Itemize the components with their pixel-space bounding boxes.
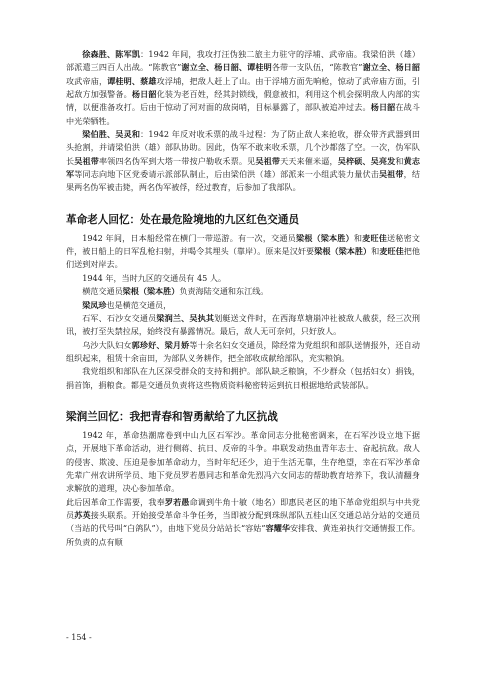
bold-name-run: 吴祖带 (255, 155, 281, 166)
paragraph-revolution-1942: 1942 年，革命热潮席卷到中山九区石军沙。革命同志分批秘密调来，在石军沙设立地下据点，开展地下革命活动，进行侧蒋、抗日、反帝的斗争。串联发动热血青年志士、奋起抗敌。敌人的侵害、欺凌、压迫是参加革命动力，当时年纪还少，迫于生活无靠，生存绝望，幸在石军沙革命先辈广州农讲所学员、地下党员罗若愚同志和革命先烈冯六女同志的帮助教育培养下，我认清翻身求解放的道理，决心参加革命。 (66, 429, 420, 494)
text-run: 负责海陆交通和东江线。 (179, 286, 269, 297)
text-run: 接头联系。开始接受革命斗争任务，当即被分配到珠纵部队五桂山区交通总站分站的交通员（当站的代号叫“白鸽队”），由地下党员分站站长“容姑” (66, 509, 420, 534)
paragraph-wusha-women (66, 339, 420, 366)
section-heading-traffic-officers: 革命老人回忆：处在最危险境地的九区红色交通员 (66, 213, 300, 226)
text-run: 在战斗中光荣牺牲。 (66, 102, 420, 126)
text-run: 把他们送到对岸去。 (66, 246, 420, 270)
text-run: 命调到牛角十敏（地名）即惠民老区的地下革命党组织与中共党员 (66, 496, 420, 520)
paragraph-liang-fengzhen (66, 299, 420, 312)
text-run: 1942 年间，日本船经常在横门一带巡游。有一次，交通员 (82, 232, 296, 243)
text-run: 安排我、黄连弟执行交通情报工作。所负责的点有顺 (66, 523, 420, 547)
paragraph-shijun-couriers (66, 312, 420, 339)
text-run: 此后因革命工作需要，我奉 (66, 496, 165, 507)
bold-name-run: 容耀华 (265, 523, 290, 534)
bold-name-run: 吴祖带 (74, 155, 99, 166)
text-run: 各带一支队伍，“陈教官” (271, 62, 363, 73)
bold-name-run: 吴梓硕、吴亮发 (337, 155, 396, 166)
text-run: 划艇送文件时，在西海草塘崩冲社被敌人截获，经三次刑讯，被打至失禁拉尿，始终没有暴露情况。最后，敌人无可奈何，只好放人。 (66, 312, 420, 337)
bold-name-run: 郭珍好、梁月娇 (131, 339, 190, 350)
paragraph-liang-wu (66, 128, 420, 195)
text-run: 和 (395, 155, 404, 166)
text-run: 乌沙大队妇女 (82, 339, 132, 350)
text-run: 等十余名妇女交通员，除经常为党组织和部队送情报外，还自动组织起来，租赁十余亩田，为部队义务耕作，把全部收成献给部队，充实粮饷。 (66, 339, 420, 363)
paragraph-assignment (66, 496, 420, 549)
text-run: 石军、石沙女交通员 (82, 312, 157, 323)
paragraph-xu-chen (66, 48, 420, 128)
bold-name-run: 梁伯胜、吴灵和 (82, 129, 141, 140)
section-heading-liang-runlan: 梁润兰回忆：我把青春和智勇献给了九区抗战 (66, 410, 278, 423)
bold-name-run: 杨日韶 (370, 102, 396, 113)
page-number: - 154 - (66, 633, 92, 642)
paragraph-1942-boats (66, 232, 420, 272)
bold-name-run: 黄志军 (66, 155, 420, 180)
bold-name-run: 梁润兰、吴执其 (156, 312, 215, 323)
text-run: 化装为老百姓，经其封锁线，假意被扣，利用这个机会探明敌人内部的实情，以便准备攻打。后由于惊动了河对面的敌岗哨，目标暴露了，部队被追冲过去。 (66, 89, 420, 113)
bold-name-run: 梁根（梁本胜） (122, 286, 180, 297)
text-run: ，结果两名伪军被击毙，两名伪军被俘，经过教育，后参加了我部队。 (66, 169, 420, 193)
bold-name-run: 谢立全、杨日韶 (362, 62, 420, 73)
bold-name-run: 吴祖带 (378, 169, 404, 180)
bold-name-run: 谭桂明、蔡雄 (107, 75, 157, 86)
text-run: 也是横范交通员， (106, 299, 172, 310)
text-run: ：1942 年反对收禾票的战斗过程：为了防止敌人来抢收，群众带齐武器到田头抢割，并请梁伯洪（雄）部队协助。因此，伪军不敢来收禾票，几个沙都落了空。一次，伪军队长 (66, 129, 420, 166)
paragraph-support: 我党组织和部队在九区深受群众的支持和拥护。部队缺乏粮饷，不少群众（包括妇女）捐钱，捐首饰，捐粮食。都是交通员负责将这些物质资料秘密转运到抗日根据地给武装部队。 (66, 366, 420, 390)
text-run: 攻浮埔，把敌人赶上了山。由于浮埔方面先响枪，惊动了武帝庙方面，引起敌方加强警备。 (66, 75, 420, 100)
bold-name-run: 麦旺佳 (379, 246, 404, 257)
bold-name-run: 梁根（梁本胜） (295, 232, 354, 243)
bold-name-run: 杨日韶 (131, 89, 157, 100)
bold-name-run: 梁凤珍 (82, 299, 107, 310)
bold-name-run: 梁根（梁本胜） (314, 246, 372, 257)
paragraph-hengfan-liang (66, 285, 420, 298)
text-run: 率领四名伪军到大塔一带按户勒收禾票。见 (98, 155, 256, 166)
text-run: 和 (353, 232, 363, 243)
text-run: ：1942 年间，我攻打汪伪独二旅主力驻守的浮埔、武帝庙。我梁伯洪（雄）部派遣三四百人出战。“陈教官” (66, 49, 420, 73)
bold-name-run: 谢立全、杨日韶、谭桂明 (181, 62, 272, 73)
page-content (66, 48, 420, 549)
paragraph-1944-count: 1944 年，当时九区的交通员有 45 人。 (82, 272, 227, 283)
text-run: 攻武帝庙， (66, 75, 108, 86)
text-run: 和 (371, 246, 380, 257)
text-run: 送秘密文件，被日船上的日军乱枪扫射，并喝令其埋头（靠岸）。原来是汉奸要 (66, 232, 420, 257)
bold-name-run: 苏英 (74, 509, 91, 520)
text-run: 横范交通员 (82, 286, 123, 297)
text-run: 等同志向地下区党委请示派部队制止，后由梁伯洪（雄）部派来一小组武装力量伏击 (74, 169, 379, 180)
bold-name-run: 麦旺佳 (362, 232, 388, 243)
bold-name-run: 徐森胜、陈军凯 (82, 49, 141, 59)
bold-name-run: 罗若愚 (164, 496, 190, 507)
text-run: 天天来催米逼， (280, 155, 338, 166)
